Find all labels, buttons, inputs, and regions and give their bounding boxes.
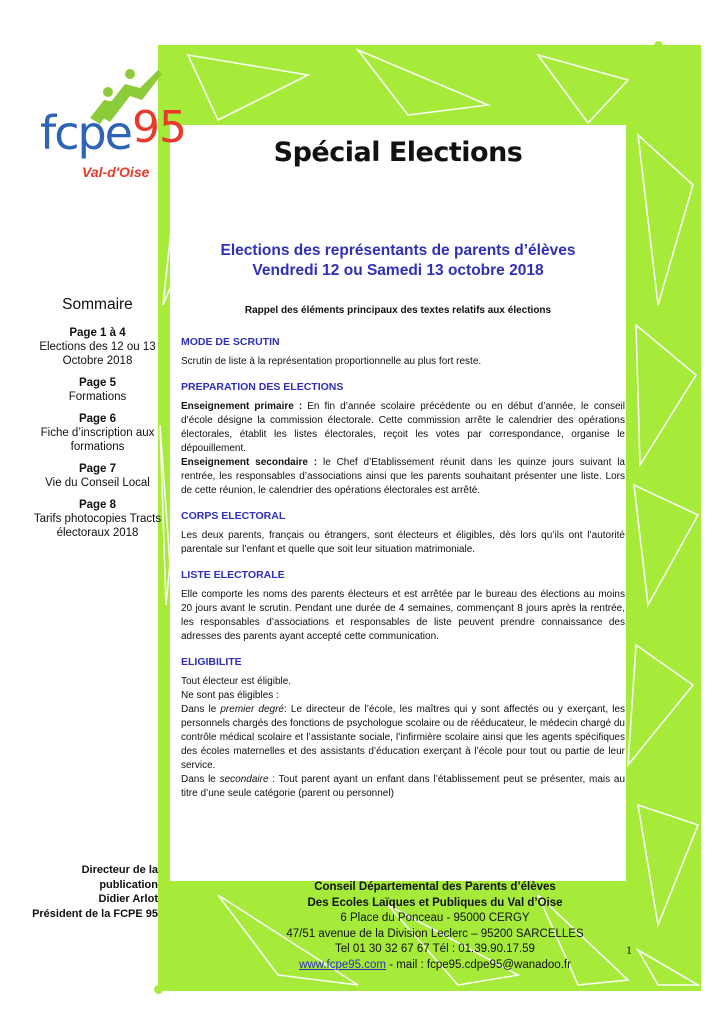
text-secondaire: le Chef d’Etablissement réunit dans les quinze jours suivant la rentrée, les responsables d’associations ainsi que les parents souhaitant présenter une liste. Lors de cette réunion, le calendrier des opérations électorales est arrêté. <box>181 457 625 496</box>
corner-dot <box>154 985 163 994</box>
paragraph-secondaire <box>181 456 625 498</box>
director-line: publication <box>99 878 158 891</box>
footer-address2: 47/51 avenue de la Division Leclerc – 95200 SARCELLES <box>286 927 584 940</box>
sommaire-desc: Formations <box>68 391 127 403</box>
footer-contact <box>250 880 620 973</box>
section-liste-electorale <box>181 568 625 644</box>
sommaire-desc: Fiche d’inscription aux formations <box>40 427 155 453</box>
prefix: Dans le <box>181 774 220 785</box>
section-eligibilite <box>181 655 625 801</box>
sommaire <box>20 298 175 548</box>
sommaire-item <box>20 498 175 540</box>
footer-web-line <box>250 958 620 974</box>
logo-region: Val-d'Oise <box>82 164 150 180</box>
section-heading: MODE DE SCRUTIN <box>181 336 280 348</box>
emphasis: premier degré <box>220 704 284 715</box>
section-mode-scrutin <box>181 335 625 369</box>
text-primaire: En fin d’année scolaire précédente ou en début d’année, le conseil d’école désigne la commission électorale. Cette commission arrête le calendrier des opérations électorales, établit les listes électorales, reçoit les votes par correspondance, organise le dépouillement. <box>181 401 626 454</box>
label-secondaire: Enseignement secondaire : <box>181 457 318 468</box>
headline-line1: Elections des représentants de parents d’élèves <box>220 242 576 259</box>
section-text: Scrutin de liste à la représentation proportionnelle au plus fort reste. <box>181 356 482 367</box>
sommaire-item <box>20 412 175 454</box>
director-name: Didier Arlot <box>98 893 158 905</box>
paragraph-secondaire <box>181 773 625 801</box>
paragraph-premier-degre <box>181 703 625 773</box>
paragraph-primaire <box>181 400 625 456</box>
sommaire-page: Page 8 <box>78 499 117 511</box>
eligibility-line1: Tout électeur est éligible. <box>181 676 292 687</box>
sommaire-page: Page 1 à 4 <box>69 327 126 339</box>
sommaire-page: Page 7 <box>78 463 117 475</box>
sommaire-item <box>20 376 175 404</box>
headline-line2: Vendredi 12 ou Samedi 13 octobre 2018 <box>252 262 544 279</box>
logo-text: fcpe <box>40 106 131 160</box>
footer-org-line2: Des Ecoles Laïques et Publiques du Val d’Oise <box>307 896 563 909</box>
section-text: Les deux parents, français ou étrangers, sont électeurs et éligibles, dès lors qu’ils ont l’autorité parentale sur l’enfant et quelle que soit leur situation matrimoniale. <box>181 530 625 555</box>
section-text: Elle comporte les noms des parents électeurs et est arrêtée par le bureau des élections au moins 20 jours avant le scrutin. Pendant une durée de 4 semaines, commençant 8 jours après la rentrée, les responsables d’associations et responsables de liste peuvent prendre connaissance des adresses des parents ayant accepté cette communication. <box>181 589 625 642</box>
subtitle: Rappel des éléments principaux des textes relatifs aux élections <box>244 305 552 316</box>
sommaire-page: Page 6 <box>78 413 117 425</box>
eligibility-line2: Ne sont pas éligibles : <box>181 690 279 701</box>
article-body <box>181 335 625 812</box>
text: : Le directeur de l’école, les maîtres qui y sont affectés ou y exerçant, les personnels chargés des fonctions de psychologue scolaire ou de rééducateur, le médecin chargé du contrôle médical scolaire et l’assistante sociale, l’infirmière scolaire ainsi que les agents spécifiques des écoles maternelles et des assistants d’éducation exerçant à l’école pour tout ou partie de leur service. <box>181 704 625 771</box>
sommaire-desc: Elections des 12 ou 13 Octobre 2018 <box>39 341 156 367</box>
sommaire-desc: Vie du Conseil Local <box>45 477 150 489</box>
logo-number: 95 <box>132 102 186 153</box>
director-title: Président de la FCPE 95 <box>32 907 158 920</box>
sommaire-item <box>20 462 175 490</box>
section-corps-electoral <box>181 509 625 557</box>
footer-address1: 6 Place du Ponceau - 95000 CERGY <box>340 912 530 924</box>
sommaire-item <box>20 326 175 368</box>
emphasis: secondaire <box>219 774 269 785</box>
sommaire-page: Page 5 <box>78 377 117 389</box>
website-link[interactable]: www.fcpe95.com <box>299 958 386 971</box>
label-primaire: Enseignement primaire : <box>181 401 303 412</box>
section-heading: LISTE ELECTORALE <box>181 569 285 581</box>
main-content <box>170 125 626 881</box>
section-preparation <box>181 380 625 498</box>
sommaire-heading: Sommaire <box>62 296 133 313</box>
section-heading: ELIGIBILITE <box>181 656 242 668</box>
prefix: Dans le <box>181 704 221 715</box>
footer-org-line1: Conseil Départemental des Parents d’élèves <box>314 881 556 893</box>
publication-director <box>18 863 158 921</box>
fcpe-logo <box>30 66 190 196</box>
director-line: Directeur de la <box>81 864 158 876</box>
footer-mail: - mail : fcpe95.cdpe95@wanadoo.fr <box>386 958 571 971</box>
footer-phone: Tel 01 30 32 67 67 Tél : 01.39.90.17.59 <box>335 943 535 955</box>
headline <box>170 241 626 281</box>
page-number: 1 <box>626 943 632 957</box>
section-heading: CORPS ELECTORAL <box>181 510 286 522</box>
sommaire-desc: Tarifs photocopies Tracts électoraux 2018 <box>33 513 162 539</box>
page-title: Spécial Elections <box>273 137 523 168</box>
text: : Tout parent ayant un enfant dans l’établissement peut se présenter, mais au titre d’une seule catégorie (parent ou personnel) <box>181 774 626 799</box>
section-heading: PREPARATION DES ELECTIONS <box>181 381 344 393</box>
corner-dot <box>654 41 663 50</box>
